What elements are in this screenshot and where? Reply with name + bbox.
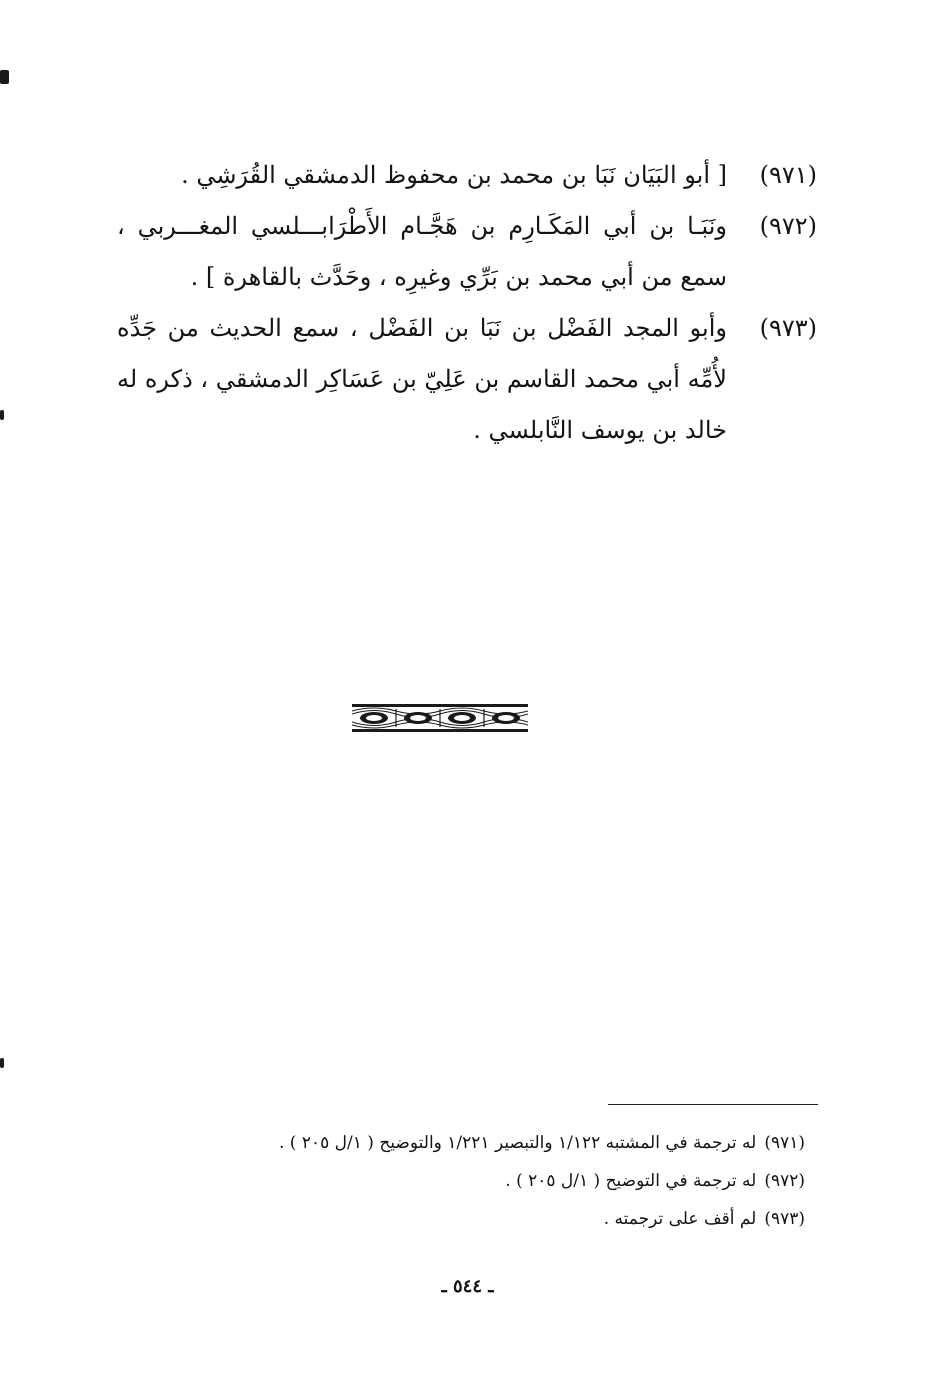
- footnote-text: له ترجمة في المشتبه ١/١٢٢ والتبصير ١/٢٢١ والتوضيح ( ١/ل ٢٠٥ ) .: [279, 1133, 757, 1153]
- entry-text: ونَبَـا بن أبي المَكَـارِم بن هَجَّـام الأَطْرَابـــلسي المغـــربي ، سمع من أبي محمد بن بَرِّي وغيرِه ، وحَدَّث بالقاهرة ] .: [117, 212, 727, 291]
- footnotes: [185, 1124, 805, 1238]
- footnote-972: [185, 1162, 805, 1200]
- footnote-separator: [608, 1104, 818, 1105]
- entry-972: [117, 201, 817, 303]
- footnote-text: له ترجمة في التوضيح ( ١/ل ٢٠٥ ) .: [505, 1171, 757, 1191]
- entry-number: (٩٧١): [759, 161, 817, 189]
- footnote-973: [185, 1200, 805, 1238]
- scan-edge-mark: [0, 1058, 4, 1068]
- footnote-text: لم أقف على ترجمته .: [603, 1209, 757, 1229]
- entry-number: (٩٧٣): [759, 314, 817, 342]
- footnote-971: [185, 1124, 805, 1162]
- entry-971: [117, 150, 817, 201]
- page-number: ـ ٥٤٤ ـ: [441, 1276, 494, 1297]
- entry-text: [ أبو البَيَان نَبَا بن محمد بن محفوظ الدمشقي القُرَشِي .: [181, 161, 727, 189]
- entry-973: [117, 303, 817, 456]
- section-ornament: [352, 703, 528, 733]
- scan-edge-mark: [0, 410, 4, 420]
- footnote-number: (٩٧١): [764, 1133, 805, 1153]
- scan-edge-mark: [0, 70, 9, 84]
- biographical-entries: [117, 150, 817, 456]
- entry-text: وأبو المجد الفَضْل بن نَبَا بن الفَضْل ، سمع الحديث من جَدِّه لأُمِّه أبي محمد القاسم بن عَلِيّ بن عَسَاكِر الدمشقي ، ذكره له خالد بن يوسف النَّابلسي .: [117, 314, 727, 444]
- entry-number: (٩٧٢): [759, 212, 817, 240]
- footnote-number: (٩٧٢): [764, 1171, 805, 1191]
- footnote-number: (٩٧٣): [764, 1209, 805, 1229]
